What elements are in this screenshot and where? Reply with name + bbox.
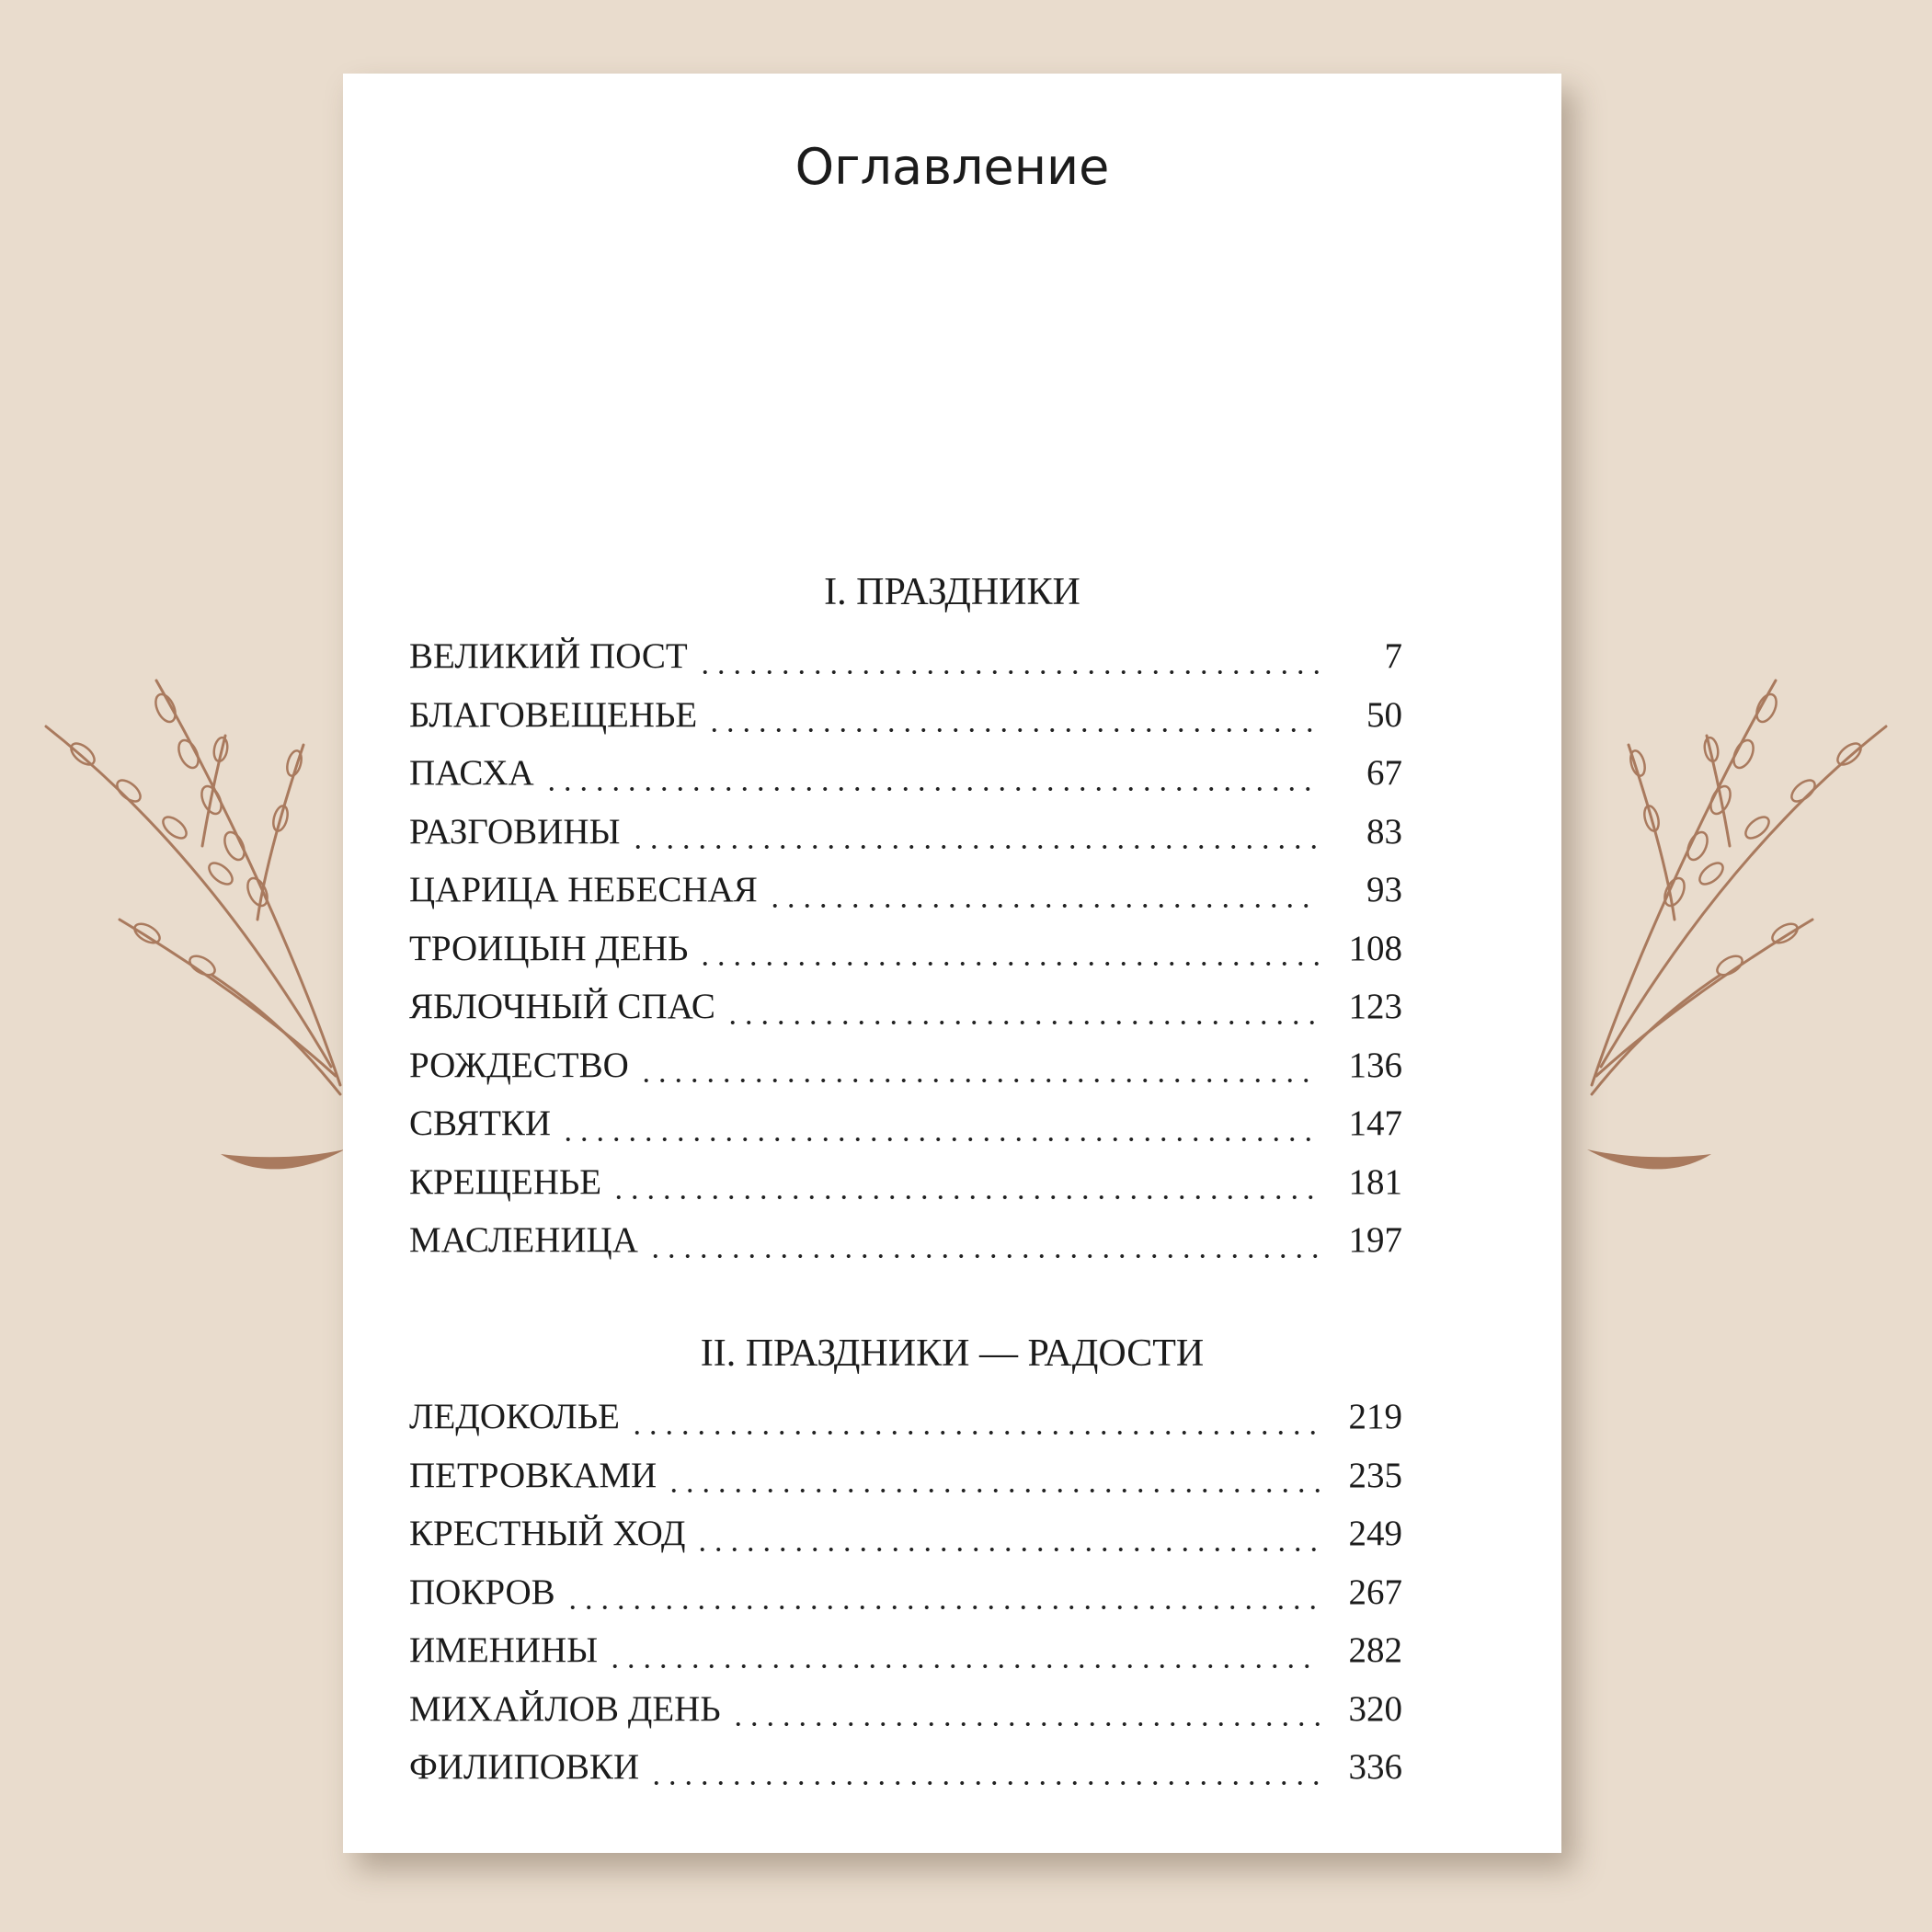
section-heading-1: I. ПРАЗДНИКИ xyxy=(824,571,1080,613)
toc-entry-title: ПЕТРОВКАМИ xyxy=(409,1455,657,1495)
toc-entry xyxy=(409,752,1402,811)
toc-entry-title: ИМЕНИНЫ xyxy=(409,1630,599,1670)
toc-entry-title: ЦАРИЦА НЕБЕСНАЯ xyxy=(409,870,758,909)
toc-entry xyxy=(409,1219,1402,1278)
toc-entry-page: 147 xyxy=(1348,1103,1402,1143)
toc-entry-page: 83 xyxy=(1366,811,1402,852)
toc-entry xyxy=(409,1045,1402,1103)
toc-entry xyxy=(409,635,1402,694)
toc-entry xyxy=(409,1572,1402,1630)
toc-entry-title: РАЗГОВИНЫ xyxy=(409,811,621,852)
toc-entry xyxy=(409,1455,1402,1514)
section-heading-2: II. ПРАЗДНИКИ — РАДОСТИ xyxy=(700,1332,1205,1375)
toc-entry-page: 67 xyxy=(1366,753,1402,793)
toc-entry-title: ПОКРОВ xyxy=(409,1572,555,1612)
dot-leader xyxy=(666,1489,1320,1492)
toc-entry xyxy=(409,1396,1402,1455)
toc-list-section-2 xyxy=(409,1396,1402,1805)
toc-entry-title: КРЕЩЕНЬЕ xyxy=(409,1161,602,1202)
toc-entry-title: РОЖДЕСТВО xyxy=(409,1045,629,1085)
toc-entry-page: 7 xyxy=(1384,636,1402,676)
dot-leader xyxy=(560,1137,1320,1141)
toc-entry-title: ТРОИЦЫН ДЕНЬ xyxy=(409,928,689,968)
dot-leader xyxy=(648,1781,1320,1785)
toc-entry-page: 50 xyxy=(1366,694,1402,735)
toc-entry xyxy=(409,1629,1402,1688)
toc-entry-title: ФИЛИПОВКИ xyxy=(409,1747,640,1787)
toc-entry-title: МИХАЙЛОВ ДЕНЬ xyxy=(409,1688,721,1729)
toc-entry-title: ПАСХА xyxy=(409,753,534,793)
toc-entry-title: ЛЕДОКОЛЬЕ xyxy=(409,1397,620,1436)
toc-entry-page: 282 xyxy=(1348,1630,1402,1670)
toc-entry xyxy=(409,986,1402,1045)
dot-leader xyxy=(730,1722,1320,1726)
toc-entry xyxy=(409,1161,1402,1220)
toc-entry xyxy=(409,869,1402,928)
toc-entry-page: 93 xyxy=(1366,870,1402,909)
toc-entry xyxy=(409,1513,1402,1572)
page-title: Оглавление xyxy=(795,138,1110,196)
toc-entry xyxy=(409,928,1402,987)
dot-leader xyxy=(647,1254,1320,1258)
toc-entry-page: 181 xyxy=(1348,1161,1402,1202)
toc-entry-page: 219 xyxy=(1348,1397,1402,1436)
toc-entry-page: 136 xyxy=(1348,1045,1402,1085)
toc-entry-page: 320 xyxy=(1348,1688,1402,1729)
toc-entry-title: БЛАГОВЕЩЕНЬЕ xyxy=(409,694,698,735)
toc-entry-page: 108 xyxy=(1348,928,1402,968)
toc-entry-page: 267 xyxy=(1348,1572,1402,1612)
dot-leader xyxy=(607,1664,1320,1668)
dot-leader xyxy=(697,670,1320,674)
dot-leader xyxy=(630,845,1320,849)
book-page xyxy=(343,74,1561,1853)
dot-leader xyxy=(543,787,1320,791)
dot-leader xyxy=(638,1079,1320,1082)
toc-entry-page: 249 xyxy=(1348,1514,1402,1553)
toc-entry-page: 235 xyxy=(1348,1455,1402,1495)
toc-entry-page: 336 xyxy=(1348,1747,1402,1787)
toc-entry-title: МАСЛЕНИЦА xyxy=(409,1220,638,1260)
willow-branch-left-icon xyxy=(28,644,359,1214)
toc-entry-page: 123 xyxy=(1348,987,1402,1026)
dot-leader xyxy=(694,1548,1320,1551)
toc-entry-title: ВЕЛИКИЙ ПОСТ xyxy=(409,636,688,676)
toc-entry-title: КРЕСТНЫЙ ХОД xyxy=(409,1514,686,1553)
toc-entry-title: СВЯТКИ xyxy=(409,1103,552,1143)
toc-entry xyxy=(409,1746,1402,1805)
dot-leader xyxy=(725,1021,1320,1024)
willow-branch-right-icon xyxy=(1573,644,1904,1214)
dot-leader xyxy=(767,904,1320,908)
toc-list-section-1 xyxy=(409,635,1402,1278)
toc-entry xyxy=(409,811,1402,870)
toc-entry-page: 197 xyxy=(1348,1220,1402,1260)
toc-entry xyxy=(409,1688,1402,1747)
dot-leader xyxy=(629,1431,1320,1435)
dot-leader xyxy=(611,1195,1320,1199)
toc-entry-title: ЯБЛОЧНЫЙ СПАС xyxy=(409,987,715,1026)
toc-entry xyxy=(409,1103,1402,1161)
dot-leader xyxy=(565,1606,1320,1609)
toc-entry xyxy=(409,694,1402,753)
dot-leader xyxy=(697,962,1320,966)
dot-leader xyxy=(706,728,1320,732)
